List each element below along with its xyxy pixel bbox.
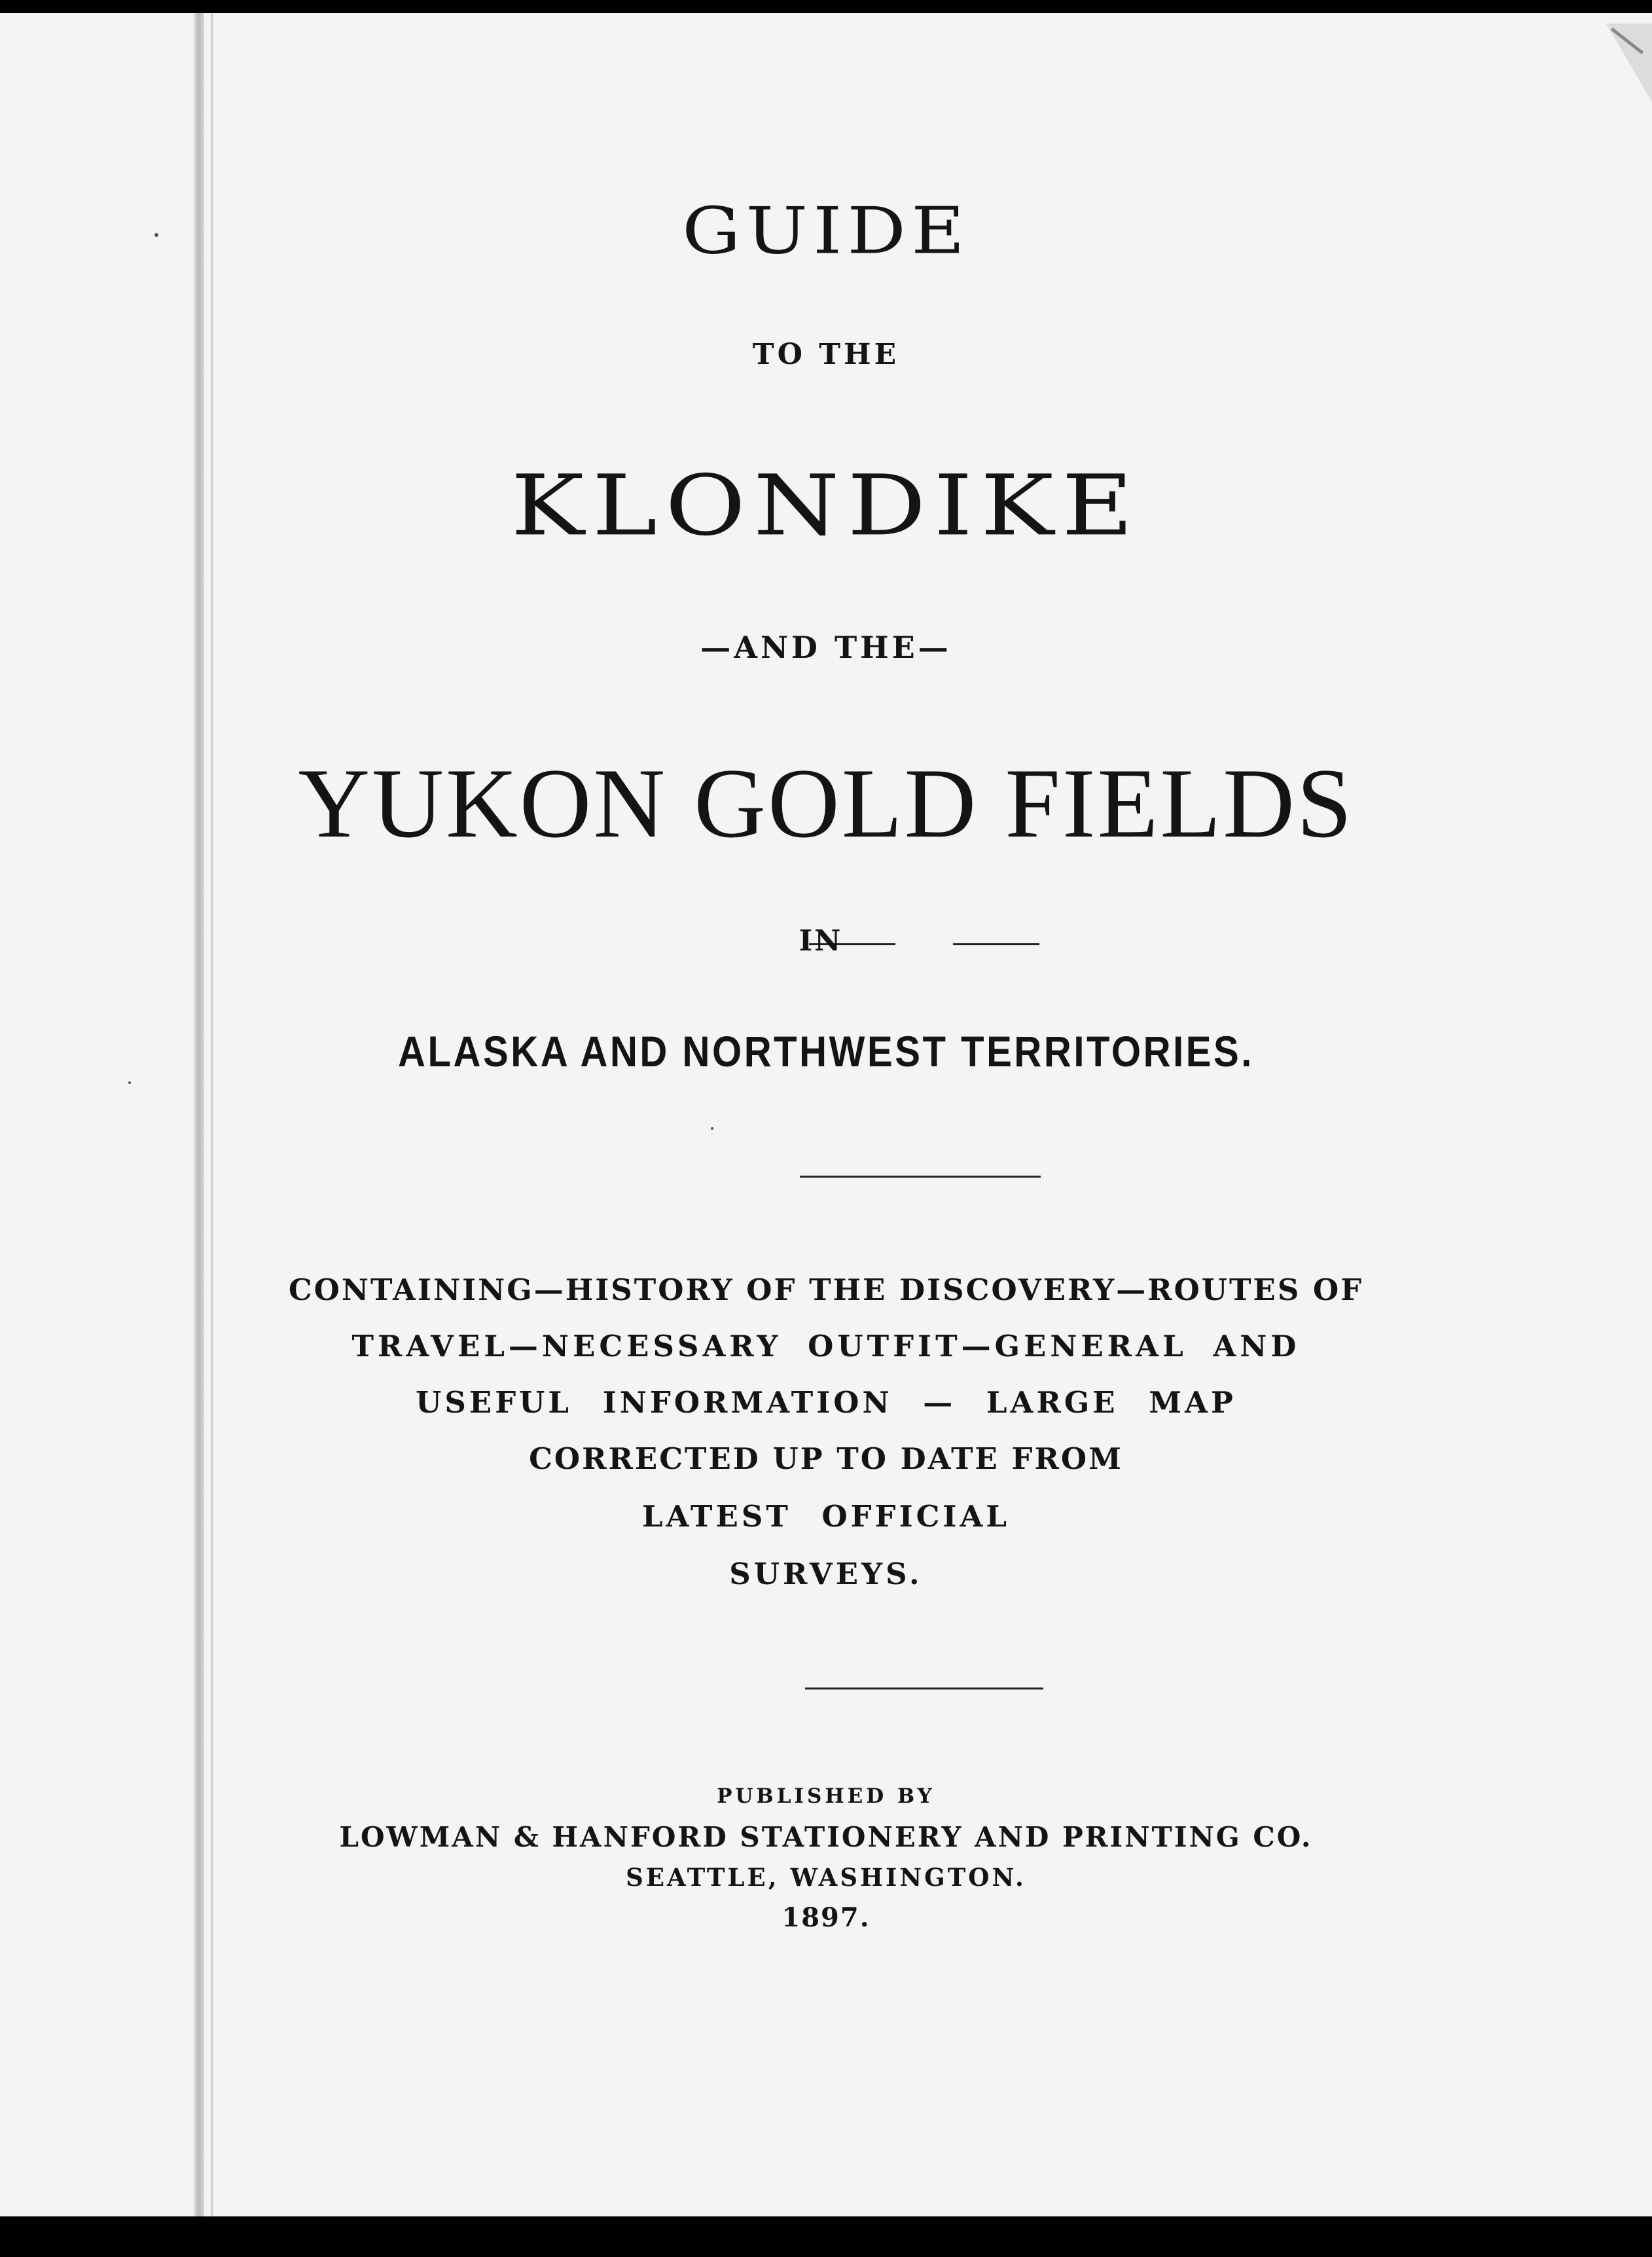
title-to-the: TO THE: [752, 338, 900, 371]
title-alaska-territories: ALASKA AND NORTHWEST TERRITORIES.: [398, 1027, 1254, 1075]
title-in: IN: [799, 924, 843, 958]
contents-line-4: CORRECTED UP TO DATE FROM: [529, 1441, 1123, 1476]
section-divider-bottom: [805, 1688, 1043, 1689]
section-divider-top: [800, 1176, 1041, 1178]
imprint-publisher: LOWMAN & HANFORD STATIONERY AND PRINTING CO.: [339, 1821, 1313, 1853]
contents-line-5: LATEST OFFICIAL: [641, 1499, 1011, 1534]
rule-right-of-in: [953, 943, 1039, 945]
title-klondike: KLONDIKE: [511, 458, 1141, 554]
title-guide: GUIDE: [682, 193, 970, 269]
imprint-year: 1897.: [781, 1902, 871, 1933]
contents-line-2: TRAVEL—NECESSARY OUTFIT—GENERAL AND: [351, 1329, 1301, 1363]
contents-line-3: USEFUL INFORMATION — LARGE MAP: [416, 1385, 1236, 1420]
contents-line-1: CONTAINING—HISTORY OF THE DISCOVERY—ROUTES OF: [288, 1273, 1364, 1307]
imprint-location: SEATTLE, WASHINGTON.: [626, 1863, 1026, 1892]
paper-speck: [128, 1081, 131, 1084]
title-and-the: —AND THE—: [700, 630, 952, 665]
folded-corner: [1606, 24, 1652, 102]
contents-line-6: SURVEYS.: [729, 1557, 923, 1591]
paper-speck: [711, 1127, 713, 1130]
imprint-published-by: PUBLISHED BY: [717, 1784, 935, 1808]
title-yukon-gold-fields: YUKON GOLD FIELDS: [298, 748, 1354, 858]
